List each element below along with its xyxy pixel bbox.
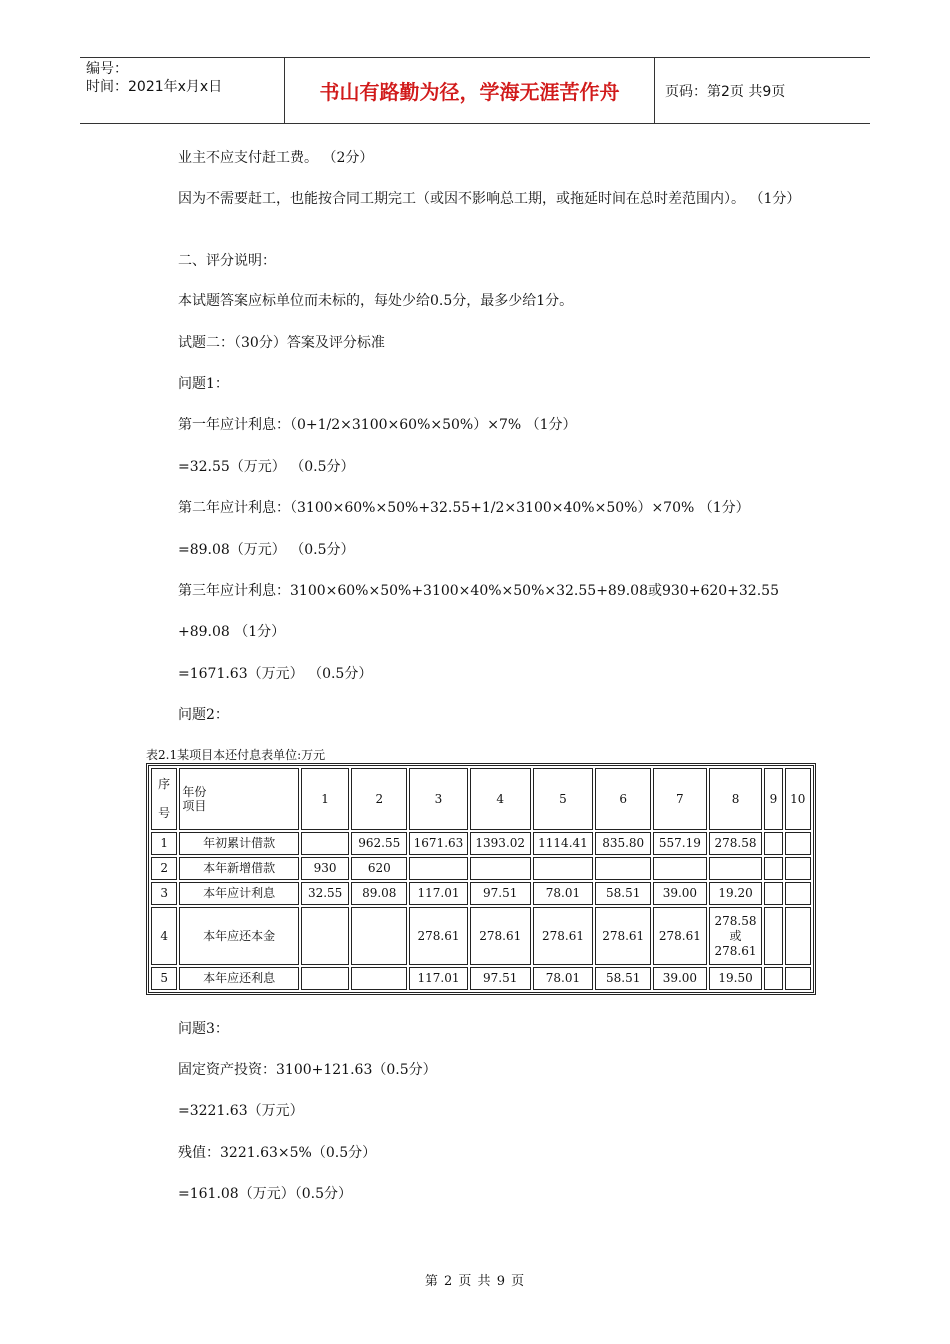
- cell: [785, 907, 811, 965]
- cell: [470, 857, 531, 880]
- cell: 278.61: [595, 907, 651, 965]
- paragraph: 第二年应计利息：（3100×60%×50%+32.55+1/2×3100×40%×50%）×70% （1分）: [178, 500, 750, 516]
- row-item: 本年应还利息: [179, 967, 298, 990]
- cell: 278.58: [709, 832, 763, 855]
- cell: [785, 857, 811, 880]
- table-row: [151, 882, 811, 905]
- paragraph: =1671.63（万元） （0.5分）: [178, 666, 373, 682]
- cell: [764, 832, 782, 855]
- cell: 97.51: [470, 967, 531, 990]
- table-row: [151, 857, 811, 880]
- paragraph: 固定资产投资：3100+121.63（0.5分）: [178, 1062, 437, 1078]
- table-row: [151, 967, 811, 990]
- section-heading: 试题二：（30分）答案及评分标准: [178, 335, 385, 351]
- cell: [301, 967, 350, 990]
- cell: 58.51: [595, 967, 651, 990]
- cell: 620: [351, 857, 407, 880]
- cell: [764, 907, 782, 965]
- year-header: 7: [653, 768, 707, 830]
- paragraph: 本试题答案应标单位而未标的，每处少给0.5分，最多少给1分。: [178, 293, 574, 309]
- cell: [351, 907, 407, 965]
- paragraph: 第三年应计利息：3100×60%×50%+3100×40%×50%×32.55+89.08或930+620+32.55: [178, 583, 779, 599]
- corner-header: 年份 项目: [179, 768, 298, 830]
- cell: 278.61: [470, 907, 531, 965]
- year-header: 2: [351, 768, 407, 830]
- cell: [709, 857, 763, 880]
- paragraph: 业主不应支付赶工费。 （2分）: [178, 150, 374, 166]
- cell: 39.00: [653, 967, 707, 990]
- page-footer: 第 2 页 共 9 页: [424, 1274, 526, 1289]
- cell: [351, 967, 407, 990]
- year-header: 6: [595, 768, 651, 830]
- cell: [785, 882, 811, 905]
- cell: 278.61: [409, 907, 468, 965]
- cell: 1671.63: [409, 832, 468, 855]
- cell: 39.00: [653, 882, 707, 905]
- row-item: 本年应还本金: [179, 907, 298, 965]
- paragraph: =32.55（万元） （0.5分）: [178, 459, 355, 475]
- cell: 557.19: [653, 832, 707, 855]
- paragraph: 第一年应计利息：（0+1/2×3100×60%×50%）×7% （1分）: [178, 417, 577, 433]
- cell: [764, 857, 782, 880]
- cell: 32.55: [301, 882, 350, 905]
- cell: [785, 967, 811, 990]
- row-seq: 4: [151, 907, 177, 965]
- year-header: 10: [785, 768, 811, 830]
- cell: [653, 857, 707, 880]
- cell: [301, 832, 350, 855]
- cell: 835.80: [595, 832, 651, 855]
- cell: [533, 857, 594, 880]
- paragraph: 残值：3221.63×5%（0.5分）: [178, 1145, 377, 1161]
- repayment-table: [146, 763, 816, 995]
- cell: 930: [301, 857, 350, 880]
- row-seq: 3: [151, 882, 177, 905]
- question-heading: 问题1：: [178, 376, 229, 392]
- row-seq: 2: [151, 857, 177, 880]
- cell: [785, 832, 811, 855]
- section-heading: 二、评分说明：: [178, 253, 276, 269]
- row-seq: 5: [151, 967, 177, 990]
- cell: 278.61: [653, 907, 707, 965]
- cell: [409, 857, 468, 880]
- cell: [301, 907, 350, 965]
- table-caption: 表2.1某项目本还付息表单位:万元: [146, 748, 326, 762]
- cell: 117.01: [409, 882, 468, 905]
- cell: 89.08: [351, 882, 407, 905]
- year-header: 9: [764, 768, 782, 830]
- cell: 78.01: [533, 967, 594, 990]
- table-header-row: [151, 768, 811, 830]
- question-heading: 问题2：: [178, 707, 229, 723]
- cell: 19.50: [709, 967, 763, 990]
- header-motto: 书山有路勤为径，学海无涯苦作舟: [285, 58, 655, 123]
- year-header: 3: [409, 768, 468, 830]
- cell: [764, 967, 782, 990]
- paragraph: +89.08 （1分）: [178, 624, 286, 640]
- document-time: 时间：2021年x月x日: [86, 79, 223, 95]
- cell: 962.55: [351, 832, 407, 855]
- cell: 97.51: [470, 882, 531, 905]
- cell: 1114.41: [533, 832, 594, 855]
- cell: [595, 857, 651, 880]
- page-header: [80, 57, 870, 124]
- table-row: [151, 832, 811, 855]
- row-seq: 1: [151, 832, 177, 855]
- cell: 278.61: [533, 907, 594, 965]
- paragraph: =89.08（万元） （0.5分）: [178, 542, 355, 558]
- cell: 1393.02: [470, 832, 531, 855]
- year-header: 1: [301, 768, 350, 830]
- seq-header: 序 号: [151, 768, 177, 830]
- cell: 58.51: [595, 882, 651, 905]
- paragraph: =3221.63（万元）: [178, 1103, 304, 1119]
- question-heading: 问题3：: [178, 1021, 229, 1037]
- cell: 78.01: [533, 882, 594, 905]
- header-page-info: 页码：第2页 共9页: [665, 83, 786, 100]
- year-header: 5: [533, 768, 594, 830]
- row-item: 本年新增借款: [179, 857, 298, 880]
- row-item: 年初累计借款: [179, 832, 298, 855]
- paragraph: =161.08（万元）（0.5分）: [178, 1186, 352, 1202]
- header-meta: [80, 58, 285, 123]
- row-item: 本年应计利息: [179, 882, 298, 905]
- cell: 117.01: [409, 967, 468, 990]
- paragraph: 因为不需要赶工，也能按合同工期完工（或因不影响总工期，或拖延时间在总时差范围内）。 （1分）: [178, 191, 801, 207]
- cell: 19.20: [709, 882, 763, 905]
- cell: 278.58 或 278.61: [709, 907, 763, 965]
- table-row: [151, 907, 811, 965]
- year-header: 4: [470, 768, 531, 830]
- year-header: 8: [709, 768, 763, 830]
- document-number-label: 编号：: [86, 61, 128, 77]
- cell: [764, 882, 782, 905]
